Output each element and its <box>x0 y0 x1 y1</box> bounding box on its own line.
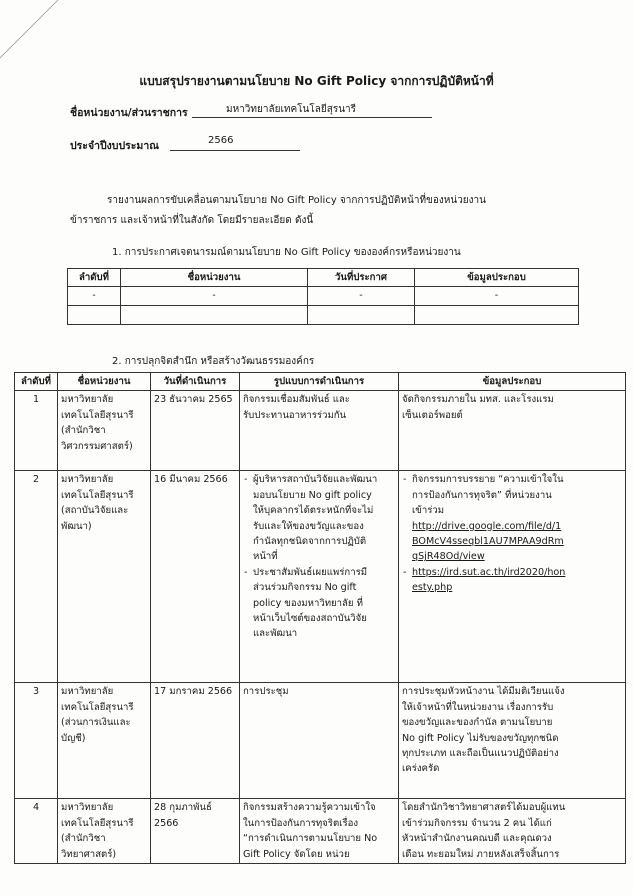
drive-link[interactable]: http://drive.google.com/file/d/1 BOMcV4sseqbl1AU7MPAA9dRm qSjR48Od/view <box>412 520 564 563</box>
folded-corner-mark <box>0 0 60 60</box>
declaration-table-header <box>68 269 579 287</box>
list-item: - ผู้บริหารสถาบันวิจัยและพัฒนา มอบนโยบาย No gift policy ให้บุคลากรได้ตระหนักที่จะไม่ รับและให้ของขวัญและของ กำนัลทุกชนิดจากการปฏิบัติ หน้าที่ <box>243 472 395 564</box>
row-method: การประชุม <box>240 683 399 799</box>
row-info: จัดกิจกรรมภายใน มทส. และโรงแรม เซ็นเตอร์พอยต์ <box>399 391 626 471</box>
row-info: โดยสำนักวิชาวิทยาศาสตร์ได้มอบผู้แทน เข้าร่วมกิจกรรม จำนวน 2 คน ได้แก่ หัวหน้าสำนักงานคณบดี และคุณดวง เดือน ทะยอมใหม่ ภายหลังเสร็จสิ้นการ <box>399 799 626 864</box>
table-row <box>15 471 626 683</box>
row-method: กิจกรรมเชื่อมสัมพันธ์ และ รับประทานอาหารร่วมกัน <box>240 391 399 471</box>
row-agency: มหาวิทยาลัย เทคโนโลยีสุรนารี (สำนักวิชา วิศวกรรมศาสตร์) <box>58 391 151 471</box>
column-header-agency: ชื่อหน่วยงาน <box>58 373 151 391</box>
column-header-no: ลำดับที่ <box>68 269 121 287</box>
row-date: 16 มีนาคม 2566 <box>151 471 240 683</box>
row-info <box>399 471 626 683</box>
culture-table-header <box>15 373 626 391</box>
column-header-info: ข้อมูลประกอบ <box>399 373 626 391</box>
table-cell <box>121 306 308 325</box>
row-date: 23 ธันวาคม 2565 <box>151 391 240 471</box>
table-cell <box>415 306 579 325</box>
row-number: 1 <box>15 391 58 471</box>
intro-line-2: ข้าราชการ และเจ้าหน้าที่ในสังกัด โดยมีรายละเอียด ดังนี้ <box>70 215 314 226</box>
table-row <box>68 287 579 306</box>
table-cell: - <box>121 287 308 306</box>
page-title: แบบสรุปรายงานตามนโยบาย No Gift Policy จากการปฏิบัติหน้าที่ <box>139 74 494 88</box>
info-text: กิจกรรมการบรรยาย “ความเข้าใจใน การป้องกันการทุจริต” ที่หน่วยงาน เข้าร่วม <box>412 474 564 517</box>
list-item: - ประชาสัมพันธ์เผยแพร่การมี ส่วนร่วมกิจกรรม No gift policy ของมหาวิทยาลัย ที่ หน้าเว็บไซต์ของสถาบันวิจัย และพัฒนา <box>243 565 395 642</box>
list-item <box>402 565 622 596</box>
table-cell: - <box>415 287 579 306</box>
agency-label: ชื่อหน่วยงาน/ส่วนราชการ <box>70 107 188 119</box>
list-item <box>402 472 622 564</box>
declaration-table <box>67 268 579 325</box>
row-info: การประชุมหัวหน้างาน ได้มีมติเวียนแจ้ง ให้เจ้าหน้าที่ในหน่วยงาน เรื่องการรับ ของขวัญและของกำนัล ตามนโยบาย No gift Policy ไม่รับของขวัญทุกชนิด ทุกประเภท และถือเป็นแนวปฏิบัติอย่าง เคร่งครัด <box>399 683 626 799</box>
row-date: 17 มกราคม 2566 <box>151 683 240 799</box>
table-cell: - <box>68 287 121 306</box>
fiscal-year-field <box>170 136 300 151</box>
table-row <box>68 306 579 325</box>
row-agency: มหาวิทยาลัย เทคโนโลยีสุรนารี (ส่วนการเงินและ บัญชี) <box>58 683 151 799</box>
table-row <box>15 683 626 799</box>
table-cell <box>308 306 415 325</box>
agency-value: มหาวิทยาลัยเทคโนโลยีสุรนารี <box>226 104 357 115</box>
column-header-info: ข้อมูลประกอบ <box>415 269 579 287</box>
row-number: 4 <box>15 799 58 864</box>
agency-field <box>192 103 432 118</box>
row-method: กิจกรรมสร้างความรู้ความเข้าใจ ในการป้องกันการทุจริตเรื่อง “การดำเนินการตามนโยบาย No Gift Policy จัดโดย หน่วย <box>240 799 399 864</box>
fiscal-year-label: ประจำปีงบประมาณ <box>70 140 159 152</box>
fiscal-year-value: 2566 <box>208 135 234 146</box>
table-row <box>15 799 626 864</box>
row-date: 28 กุมภาพันธ์ 2566 <box>151 799 240 864</box>
table-cell <box>68 306 121 325</box>
column-header-announce-date: วันที่ประกาศ <box>308 269 415 287</box>
section-2-heading: 2. การปลุกจิตสำนึก หรือสร้างวัฒนธรรมองค์กร <box>112 356 315 367</box>
culture-table <box>14 372 626 864</box>
intro-line-1: รายงานผลการขับเคลื่อนตามนโยบาย No Gift Policy จากการปฏิบัติหน้าที่ของหน่วยงาน <box>107 195 486 206</box>
table-row <box>15 391 626 471</box>
column-header-method: รูปแบบการดำเนินการ <box>240 373 399 391</box>
row-number: 2 <box>15 471 58 683</box>
honesty-page-link[interactable]: https://ird.sut.ac.th/ird2020/hon esty.php <box>412 566 566 594</box>
info-bullet-list <box>402 472 622 595</box>
column-header-no: ลำดับที่ <box>15 373 58 391</box>
column-header-agency: ชื่อหน่วยงาน <box>121 269 308 287</box>
method-bullet-list <box>243 472 395 641</box>
row-number: 3 <box>15 683 58 799</box>
column-header-action-date: วันที่ดำเนินการ <box>151 373 240 391</box>
table-cell: - <box>308 287 415 306</box>
row-method <box>240 471 399 683</box>
row-agency: มหาวิทยาลัย เทคโนโลยีสุรนารี (สถาบันวิจัยและ พัฒนา) <box>58 471 151 683</box>
row-agency: มหาวิทยาลัย เทคโนโลยีสุรนารี (สำนักวิชา วิทยาศาสตร์) <box>58 799 151 864</box>
section-1-heading: 1. การประกาศเจตนารมณ์ตามนโยบาย No Gift Policy ขององค์กรหรือหน่วยงาน <box>112 247 461 258</box>
